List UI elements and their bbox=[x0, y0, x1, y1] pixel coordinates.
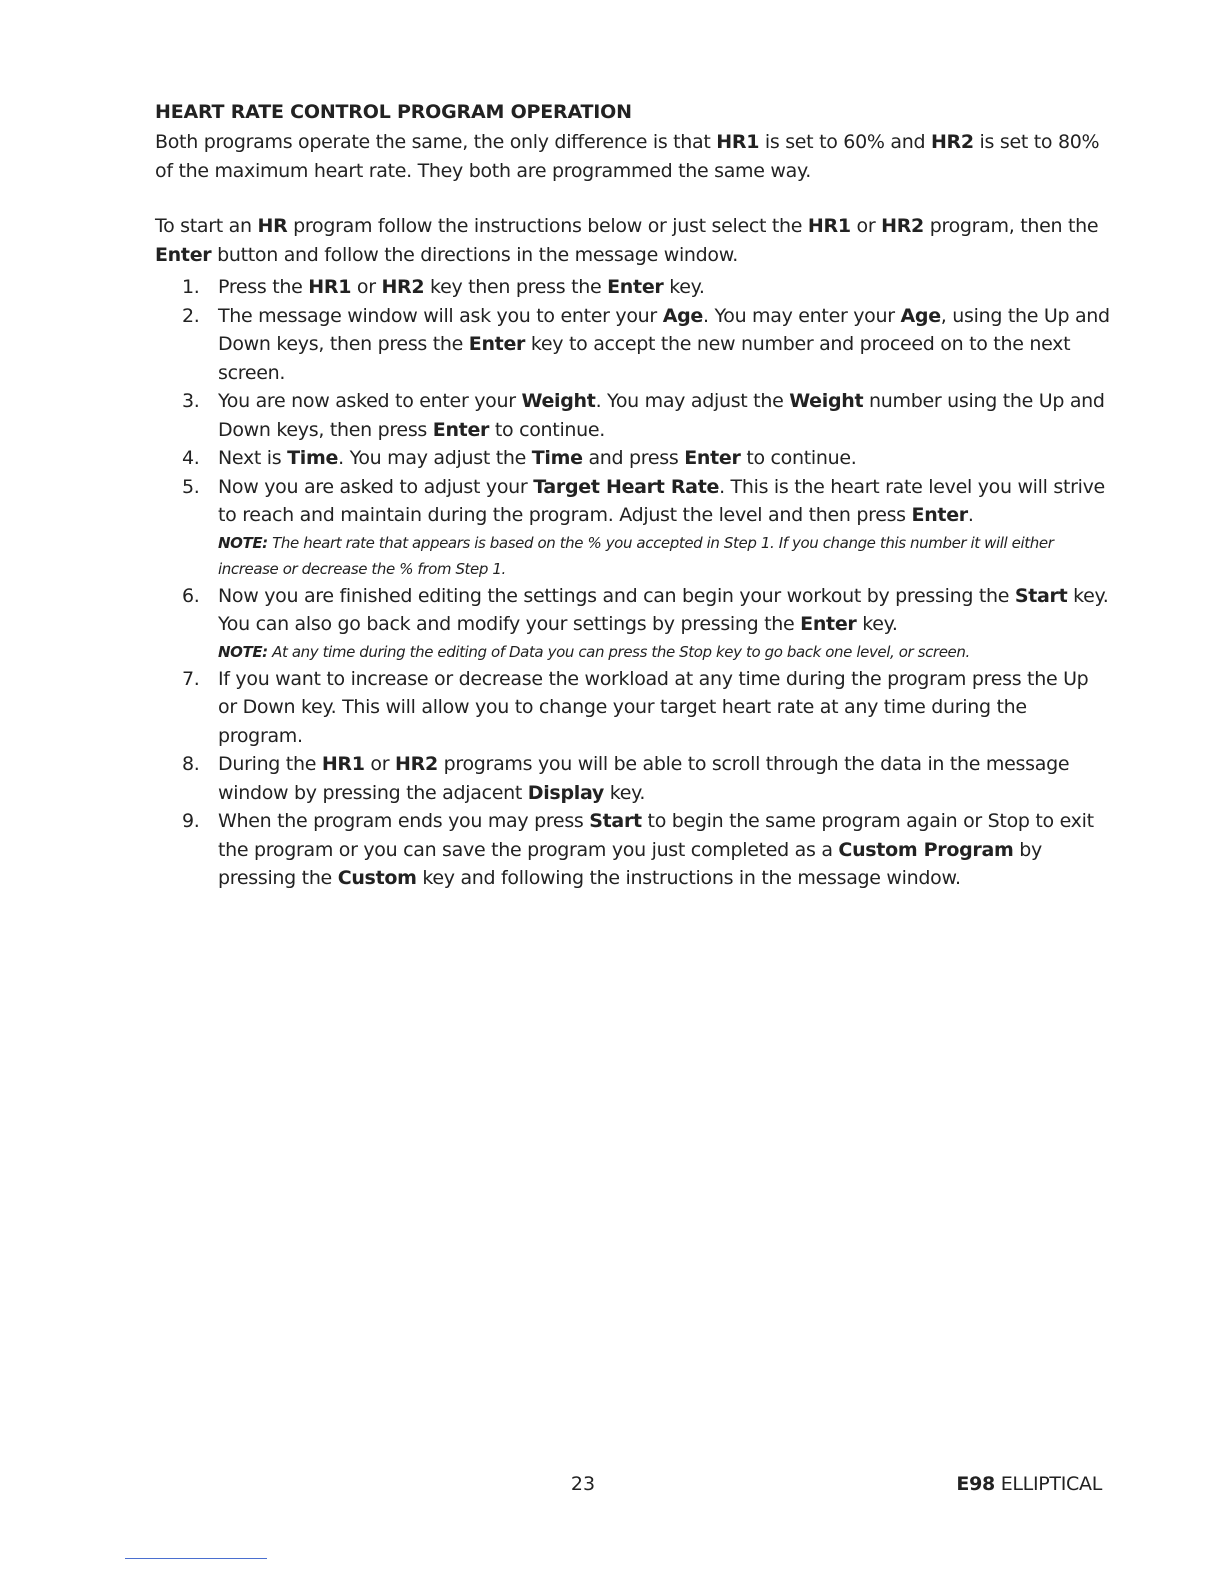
text-run: is set to 60% and bbox=[759, 131, 931, 153]
bold-term: HR2 bbox=[930, 131, 974, 153]
step-item-5 bbox=[155, 473, 1110, 582]
text-run: To start an bbox=[155, 215, 258, 237]
bold-term: Age bbox=[662, 304, 703, 327]
step-item-8 bbox=[155, 750, 1110, 807]
bold-term: Custom Program bbox=[838, 838, 1014, 861]
bold-term: Display bbox=[527, 781, 604, 804]
text-run: key and following the instructions in the message window. bbox=[416, 867, 961, 889]
bold-term: Enter bbox=[607, 276, 664, 298]
step-item-2 bbox=[155, 302, 1110, 388]
text-run: program, then the bbox=[923, 215, 1099, 237]
bold-term: HR2 bbox=[395, 753, 438, 775]
note-label: NOTE: bbox=[218, 642, 268, 661]
text-run: by pressing the bbox=[218, 838, 1042, 889]
text-run: key then press the bbox=[424, 276, 608, 298]
text-run: to continue. bbox=[489, 418, 606, 441]
text-run: During the bbox=[218, 753, 322, 775]
note-text: The heart rate that appears is based on the % you accepted in Step 1. If you change this number it will either increase or decrease the % from Step 1. bbox=[218, 533, 1054, 578]
text-run: . You may adjust the bbox=[338, 447, 532, 469]
bold-term: HR2 bbox=[381, 276, 425, 298]
footer-model-name bbox=[956, 1472, 1102, 1496]
bold-term: Time bbox=[287, 447, 339, 469]
step-number: 9. bbox=[182, 810, 200, 832]
step-item-4 bbox=[155, 444, 1110, 473]
section-heading: HEART RATE CONTROL PROGRAM OPERATION bbox=[155, 101, 632, 123]
bold-term: HR2 bbox=[881, 215, 924, 237]
text-run: number using the Up and Down keys, then press bbox=[218, 390, 1105, 441]
text-run: program follow the instructions below or just select the bbox=[287, 215, 808, 237]
intro-paragraph-2 bbox=[155, 212, 1110, 269]
text-run: and press bbox=[582, 447, 685, 469]
instruction-steps bbox=[155, 273, 1110, 893]
text-run: or bbox=[351, 276, 382, 298]
step-number: 6. bbox=[182, 584, 200, 607]
text-run: or bbox=[850, 215, 882, 237]
page-number: 23 bbox=[570, 1473, 596, 1495]
text-run: . bbox=[967, 504, 974, 526]
text-run: . You may adjust the bbox=[595, 390, 790, 412]
text-run: , using the Up and Down keys, then press the bbox=[218, 304, 1110, 355]
step-item-9 bbox=[155, 807, 1110, 893]
model-code: E98 bbox=[956, 1473, 995, 1495]
bold-term: Custom bbox=[337, 867, 417, 889]
step-number: 3. bbox=[182, 390, 200, 412]
bold-term: Start bbox=[589, 810, 642, 832]
bold-term: HR1 bbox=[321, 753, 365, 775]
bold-term: Age bbox=[900, 304, 941, 327]
bold-term: Weight bbox=[521, 390, 596, 412]
bold-term: Enter bbox=[432, 418, 490, 441]
text-run: The message window will ask you to enter your bbox=[218, 304, 663, 327]
bold-term: Time bbox=[531, 447, 583, 469]
text-run: You are now asked to enter your bbox=[218, 390, 522, 412]
text-run: programs you will be able to scroll through the data in the message window by pressing the adjacent bbox=[218, 753, 1070, 804]
text-run: If you want to increase or decrease the workload at any time during the program press the Up or Down key. This will allow you to change your target heart rate at any time during the program. bbox=[218, 667, 1089, 747]
note-text: At any time during the editing of Data you can press the Stop key to go back one level, or screen. bbox=[267, 642, 970, 661]
text-run: key. bbox=[856, 613, 898, 635]
text-run: key. You can also go back and modify your settings by pressing the bbox=[218, 584, 1109, 635]
intro-paragraph-1 bbox=[155, 128, 1110, 185]
model-type: ELLIPTICAL bbox=[994, 1473, 1102, 1495]
text-run: button and follow the directions in the message window. bbox=[211, 243, 738, 266]
step-item-7 bbox=[155, 665, 1110, 751]
bold-term: Enter bbox=[800, 613, 857, 635]
bold-term: Enter bbox=[684, 447, 741, 469]
step-note bbox=[218, 639, 1110, 665]
bold-term: Enter bbox=[468, 333, 526, 355]
text-run: Next is bbox=[218, 447, 288, 469]
step-item-1 bbox=[155, 273, 1110, 302]
step-number: 4. bbox=[182, 447, 200, 469]
step-item-6 bbox=[155, 582, 1110, 665]
note-label: NOTE: bbox=[218, 533, 268, 552]
step-number: 1. bbox=[182, 276, 200, 298]
text-run: to begin the same program again or Stop to exit the program or you can save the program you just completed as a bbox=[218, 810, 1094, 861]
bold-term: HR1 bbox=[308, 276, 352, 298]
text-run: Now you are asked to adjust your bbox=[218, 475, 534, 498]
bold-term: Weight bbox=[789, 390, 864, 412]
step-number: 5. bbox=[182, 475, 200, 498]
text-run: key. bbox=[663, 276, 705, 298]
footer-divider bbox=[125, 1558, 267, 1559]
text-run: Press the bbox=[218, 276, 309, 298]
step-item-3 bbox=[155, 387, 1110, 444]
text-run: Both programs operate the same, the only difference is that bbox=[155, 131, 717, 153]
manual-page bbox=[155, 98, 1110, 893]
text-run: Now you are finished editing the settings and can begin your workout by pressing the bbox=[218, 584, 1015, 607]
text-run: key to accept the new number and proceed on to the next screen. bbox=[218, 333, 1071, 384]
text-run: is set to 80% of the maximum heart rate. They both are programmed the same way. bbox=[155, 131, 1100, 182]
text-run: . You may enter your bbox=[702, 304, 901, 327]
step-note bbox=[218, 530, 1110, 582]
text-run: key. bbox=[603, 781, 646, 804]
bold-term: Target Heart Rate bbox=[533, 475, 720, 498]
bold-term: HR1 bbox=[716, 131, 760, 153]
bold-term: Start bbox=[1014, 584, 1068, 607]
text-run: . This is the heart rate level you will strive to reach and maintain during the program. Adjust the level and then press bbox=[218, 475, 1105, 526]
text-run: When the program ends you may press bbox=[218, 810, 590, 832]
step-number: 7. bbox=[182, 667, 200, 690]
bold-term: Enter bbox=[911, 504, 968, 526]
step-number: 2. bbox=[182, 304, 200, 327]
bold-term: HR1 bbox=[807, 215, 851, 237]
bold-term: HR bbox=[257, 215, 288, 237]
step-number: 8. bbox=[182, 753, 200, 775]
text-run: or bbox=[364, 753, 396, 775]
bold-term: Enter bbox=[155, 243, 212, 266]
text-run: to continue. bbox=[740, 447, 857, 469]
